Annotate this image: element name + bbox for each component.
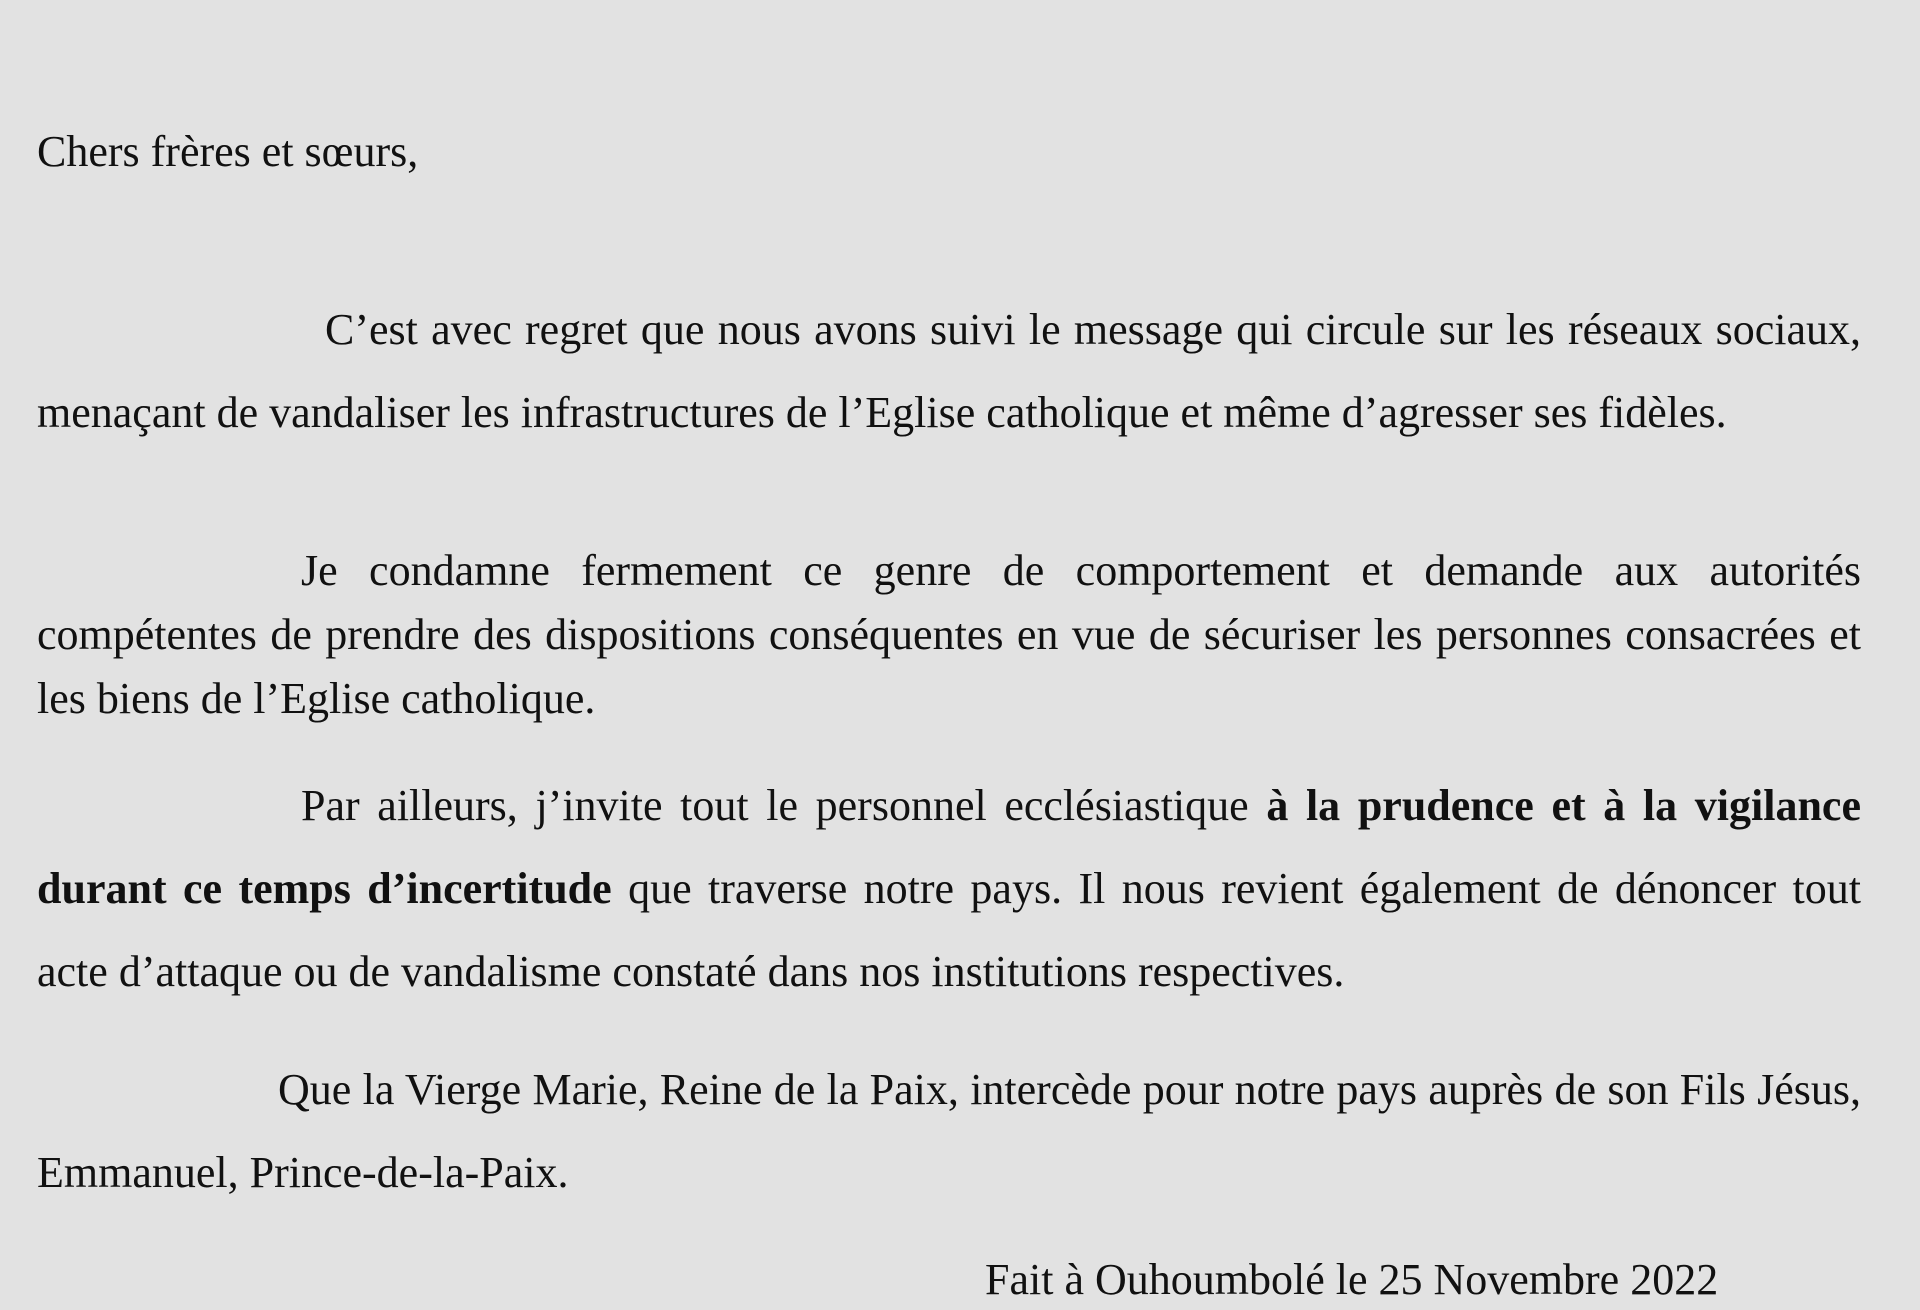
paragraph-3-intro: Par ailleurs, j’invite tout le personnel ecclésiastique [301,781,1267,830]
paragraph-4: Que la Vierge Marie, Reine de la Paix, intercède pour notre pays auprès de son Fils Jésus, Emmanuel, Prince-de-la-Paix. [37,1065,1861,1197]
paragraph-3-emphasis: à la prudence et à la vigilance durant ce temps d’incertitude [37,781,1861,913]
paragraph-2: Je condamne fermement ce genre de comportement et demande aux autorités compétentes de prendre des dispositions conséquentes en vue de sécuriser les personnes consacrées et les biens de l’Eglise catholique. [37,546,1861,723]
paragraph-1: C’est avec regret que nous avons suivi le message qui circule sur les réseaux sociaux, menaçant de vandaliser les infrastructures de l’Eglise catholique et même d’agresser ses fidèles. [37,305,1861,437]
place-date-line: Fait à Ouhoumbolé le 25 Novembre 2022 [985,1255,1719,1304]
paragraph-3 [37,764,1861,1013]
salutation: Chers frères et sœurs, [37,127,419,176]
paragraph-3-rest: que traverse notre pays. Il nous revient également de dénoncer tout acte d’attaque ou de vandalisme constaté dans nos institutions respectives. [37,864,1861,996]
